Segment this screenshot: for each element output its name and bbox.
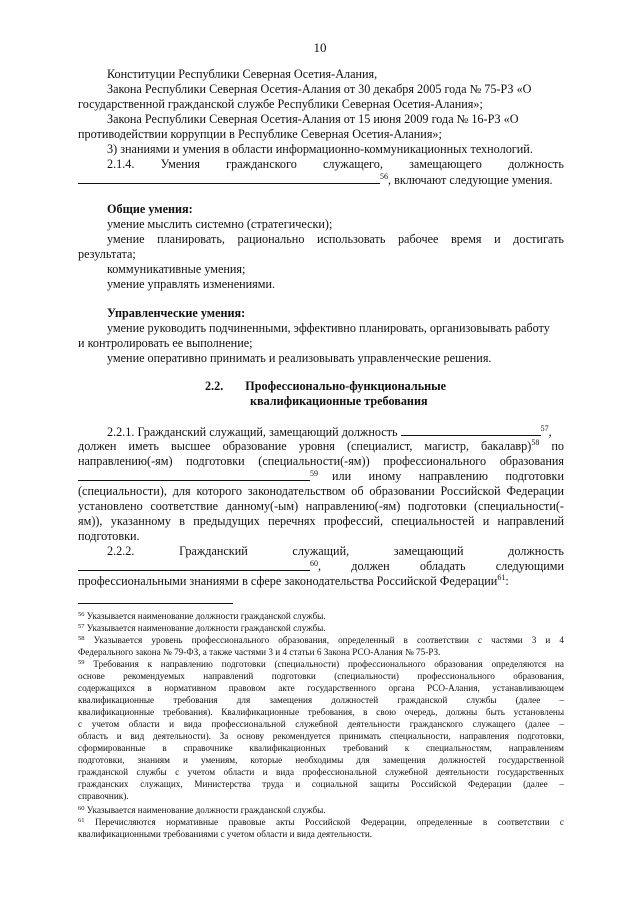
footnote-59-cont: область и вид деятельности). За основу рекомендуется принимать специальности, направления подготовки,: [78, 731, 564, 741]
footnote-59-cont: гражданских служащих, Министерства труда и социальной защиты Российской Федерации (далее –: [78, 779, 564, 789]
footnote-59-cont: подготовки, знаниям и умениям, которые необходимы для замещения должностей государственной: [78, 755, 564, 765]
word: должность: [508, 157, 564, 171]
footnote-59-cont: основе рекомендуемых направлений подготовки (специальности) профессионального образования,: [78, 671, 564, 681]
paragraph-2-2-1-line: ям)), указанному в предыдущих перечнях профессий, специальностей и направлений: [78, 514, 564, 528]
blank-underline: [78, 469, 310, 481]
word: Умения: [160, 157, 200, 171]
footnote-60: $^{60}$ Указывается наименование должности гражданской службы.: [78, 805, 326, 815]
footnote-56: $^{56}$ Указывается наименование должности гражданской службы.: [78, 611, 326, 621]
footnote-ref: 58: [531, 438, 540, 447]
list-item-ict: 3) знаниями и умения в области информационно-коммуникационных технологий.: [107, 142, 533, 156]
heading-management-skills: Управленческие умения:: [107, 306, 246, 320]
paragraph-2-2-1-line: установлено соответствие данному(-ым) направлению(-ям) подготовки (специальности(-: [78, 499, 564, 513]
section-title: Профессионально-функциональные: [245, 379, 447, 393]
list-item: коммуникативные умения;: [107, 262, 246, 276]
footnote-61-cont: квалификационными требованиями с учетом области и вида деятельности.: [78, 829, 373, 839]
paragraph-2-2-2: 2.2.2. Гражданский служащий, замещающий должность: [107, 544, 564, 558]
footnote-59-cont: гражданской службы с учетом области и вида профессиональной служебной деятельности государственных: [78, 767, 564, 777]
paragraph-2-1-4: [107, 157, 564, 172]
footnote-ref: 61: [497, 573, 506, 582]
list-item-constitution: Конституции Республики Северная Осетия-Алания,: [107, 67, 378, 81]
list-item: умение мыслить системно (стратегически);: [107, 217, 333, 231]
paragraph-2-2-1-line: (специальности), для которого законодательством об образовании Российской Федерации: [78, 484, 564, 498]
footnote-separator: [78, 603, 233, 604]
footnote-59-cont: сформированные в справочнике квалификационных требований к специальностям, направлениям: [78, 743, 564, 753]
footnote-ref: 60: [310, 559, 318, 568]
paragraph-2-2-2-line: профессиональными знаниями в сфере законодательства Российской Федерации$^{61}$:: [78, 573, 509, 588]
footnote-ref: 56: [380, 172, 388, 181]
footnote-59: $^{59}$ Требования к направлению подготовки (специальности) профессионального образования определяются на: [78, 659, 565, 669]
footnote-59-cont: содержащихся в нормативном правовом акте государственного органа РСО-Алания, устанавливающем: [78, 683, 564, 693]
footnote-ref: 59: [310, 469, 318, 478]
footnote-59-cont: квалификационные требования). Квалификационные требования, в свою очередь, должны быть установлены: [78, 707, 564, 717]
paragraph-2-2-1-line: подготовки.: [78, 529, 140, 543]
list-item-law-16-cont: противодействии коррупции в Республике Северная Осетия-Алания»;: [78, 127, 442, 141]
list-item: умение планировать, рационально использовать рабочее время и достигать: [107, 232, 564, 246]
section-heading: [205, 379, 505, 394]
paragraph-2-2-1-line: $^{59}$ или иному направлению подготовки: [78, 469, 564, 485]
word: 2.1.4.: [107, 157, 135, 171]
page-number: 10: [313, 40, 327, 55]
list-item-cont: и контролировать ее выполнение;: [78, 336, 253, 350]
footnote-59-cont: справочник).: [78, 791, 129, 801]
blank-underline: [401, 424, 541, 436]
list-item: умение оперативно принимать и реализовывать управленческие решения.: [107, 351, 492, 365]
word: гражданского: [226, 157, 297, 171]
paragraph-2-2-1-line: направлению(-ям) подготовки (специальности(-ям)) профессионального образования: [78, 454, 564, 468]
list-item-law-75-cont: государственной гражданской службе Республики Северная Осетия-Алания»;: [78, 97, 483, 111]
paragraph-2-1-4-cont: $^{56}$, включают следующие умения.: [78, 172, 564, 188]
heading-general-skills: Общие умения:: [107, 202, 193, 216]
footnote-61: $^{61}$ Перечисляются нормативные правовые акты Российской Федерации, определенные в соответствии с: [78, 817, 565, 827]
word: служащего,: [322, 157, 383, 171]
list-item: умение руководить подчиненными, эффективно планировать, организовывать работу: [107, 321, 550, 335]
word: замещающего: [409, 157, 482, 171]
paragraph-2-2-1-line: должен иметь высшее образование уровня (специалист, магистр, бакалавр)$^{58}$ по: [78, 438, 564, 453]
list-item: умение управлять изменениями.: [107, 277, 276, 291]
paragraph-2-2-1: 2.2.1. Гражданский служащий, замещающий должность $^{57}$,: [107, 424, 552, 439]
footnote-ref: 57: [540, 424, 549, 433]
blank-underline: [78, 172, 380, 184]
footnote-59-cont: квалификационные требования для замещения должностей гражданской службы (далее –: [78, 695, 564, 705]
list-item-law-75: Закона Республики Северная Осетия-Алания от 30 декабря 2005 года № 75-РЗ «О: [107, 82, 532, 96]
footnote-58: $^{58}$ Указывается уровень профессионального образования, определенный в соответствии с частями 3 и 4: [78, 635, 565, 645]
list-item-cont: результата;: [78, 247, 136, 261]
footnote-58-cont: Федерального закона № 79-ФЗ, а также частями 3 и 4 статьи 6 Закона РСО-Алания № 75-РЗ.: [78, 647, 441, 657]
section-number: 2.2.: [205, 379, 224, 393]
blank-underline: [78, 559, 310, 571]
footnote-57: $^{57}$ Указывается наименование должности гражданской службы.: [78, 623, 326, 633]
list-item-law-16: Закона Республики Северная Осетия-Алания от 15 июня 2009 года № 16-РЗ «О: [107, 112, 519, 126]
footnote-59-cont: с учетом области и вида профессиональной служебной деятельности гражданского служащего (далее –: [78, 719, 564, 729]
paragraph-2-2-2-line: $^{60}$ , должен обладать следующими: [78, 559, 564, 575]
section-title-cont: квалификационные требования: [250, 394, 428, 408]
